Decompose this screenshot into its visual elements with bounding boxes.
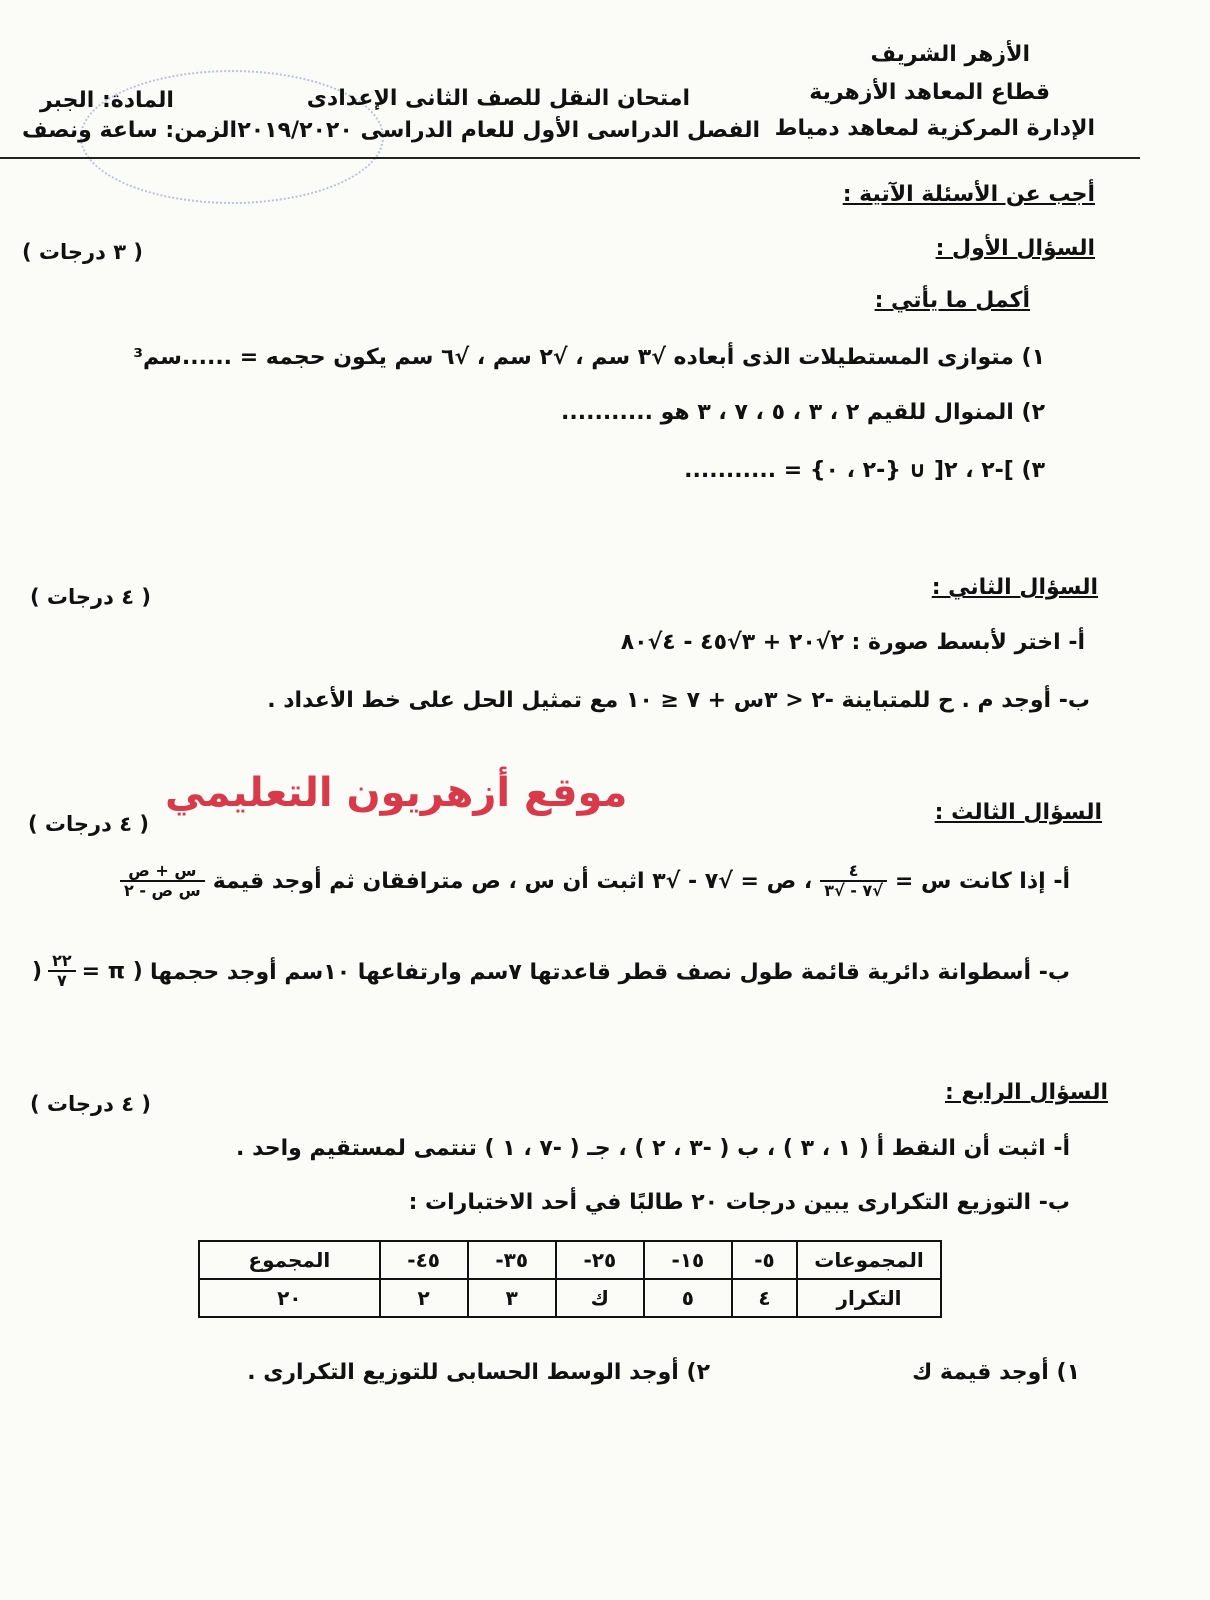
q4-sub-2: ٢) أوجد الوسط الحسابى للتوزيع التكرارى . [247, 1360, 710, 1385]
q3-a-frac1-den: √٧ - √٣ [824, 881, 883, 900]
q3-marks: ( ٤ درجات ) [28, 812, 149, 836]
table-cell: ٢٠ [199, 1279, 380, 1317]
exam-title: امتحان النقل للصف الثانى الإعدادى [306, 86, 690, 111]
q3-a-text1: أ- إذا كانت س = [894, 868, 1070, 894]
table-cell: ٤ [732, 1279, 797, 1317]
table-row-head-freq: التكرار [797, 1279, 941, 1317]
q4-item-b: ب- التوزيع التكرارى يبين درجات ٢٠ طالبًا في أحد الاختبارات : [408, 1190, 1070, 1215]
q1-item-1: ١) متوازى المستطيلات الذى أبعاده √٣ سم ، √٢ سم ، √٦ سم يكون حجمه = ......سم³ [133, 345, 1045, 370]
q3-a-fraction-expr [120, 862, 205, 900]
table-cell: ٣٥- [468, 1241, 556, 1279]
q2-marks: ( ٤ درجات ) [30, 585, 151, 609]
header-authority-2: قطاع المعاهد الأزهرية [809, 80, 1050, 105]
q3-pi-left: ( π = [81, 958, 143, 984]
header-authority-3: الإدارة المركزية لمعاهد دمياط [774, 116, 1095, 141]
q1-title: السؤال الأول : [935, 236, 1095, 261]
table-cell: ٥ [644, 1279, 732, 1317]
q1-prompt: أكمل ما يأتي : [874, 288, 1030, 313]
table-cell: ٢ [380, 1279, 468, 1317]
q4-sub-1: ١) أوجد قيمة ك [912, 1360, 1080, 1385]
frequency-table [198, 1240, 942, 1318]
q3-pi-den: ٧ [56, 971, 67, 990]
table-cell: ٥- [732, 1241, 797, 1279]
q3-item-a [120, 862, 1070, 900]
q3-pi-right: ) [32, 958, 43, 984]
q2-title: السؤال الثاني : [931, 575, 1098, 600]
subject: المادة: الجبر [40, 88, 174, 113]
header-divider [0, 157, 1140, 159]
semester-line: الفصل الدراسى الأول للعام الدراسى ٢٠١٩/٢٠٢٠ [237, 118, 760, 143]
q3-a-text2: ، ص = √٧ - √٣ اثبت أن س ، ص مترافقان ثم أوجد قيمة [212, 868, 813, 894]
q1-marks: ( ٣ درجات ) [22, 240, 143, 264]
q1-item-3: ٣) ]-٢ ، ٢[ ∪ {-٢ ، ٠} = ........... [684, 458, 1045, 483]
q3-pi-num: ٢٢ [48, 952, 76, 972]
time: الزمن: ساعة ونصف [22, 118, 238, 143]
table-cell: ك [556, 1279, 644, 1317]
q4-item-a: أ- اثبت أن النقط أ ( ١ ، ٣ ) ، ب ( -٣ ، ٢ ) ، جـ ( -٧ ، ١ ) تنتمى لمستقيم واحد . [236, 1136, 1070, 1161]
table-cell: المجموع [199, 1241, 380, 1279]
q2-item-a: أ- اختر لأبسط صورة : ٢√٢٠ + ٣√٤٥ - ٤√٨٠ [620, 630, 1085, 655]
site-watermark: موقع أزهريون التعليمي [165, 770, 628, 816]
q3-a-frac2-num: س + ص [120, 862, 205, 882]
table-row-head-groups: المجموعات [797, 1241, 941, 1279]
q1-item-2: ٢) المنوال للقيم ٢ ، ٣ ، ٥ ، ٧ ، ٣ هو ........... [561, 400, 1045, 425]
q4-title: السؤال الرابع : [944, 1080, 1108, 1105]
q3-title: السؤال الثالث : [934, 800, 1102, 825]
table-cell: ٤٥- [380, 1241, 468, 1279]
q3-a-frac1-num: ٤ [820, 862, 887, 882]
q3-pi-fraction [48, 952, 76, 990]
table-cell: ٣ [468, 1279, 556, 1317]
q3-a-frac2-den: س ص - ٢ [123, 881, 201, 900]
q4-marks: ( ٤ درجات ) [30, 1092, 151, 1116]
table-cell: ١٥- [644, 1241, 732, 1279]
q3-pi-note [32, 952, 143, 990]
table-cell: ٢٥- [556, 1241, 644, 1279]
q3-item-b: ب- أسطوانة دائرية قائمة طول نصف قطر قاعدتها ٧سم وارتفاعها ١٠سم أوجد حجمها [150, 960, 1070, 985]
header-authority-1: الأزهر الشريف [870, 42, 1030, 67]
table-row [199, 1279, 941, 1317]
q2-item-b: ب- أوجد م . ح للمتباينة -٢ < ٣س + ٧ ≤ ١٠ مع تمثيل الحل على خط الأعداد . [267, 688, 1090, 713]
instructions: أجب عن الأسئلة الآتية : [842, 182, 1095, 207]
q3-a-fraction-x [820, 862, 887, 900]
table-row [199, 1241, 941, 1279]
